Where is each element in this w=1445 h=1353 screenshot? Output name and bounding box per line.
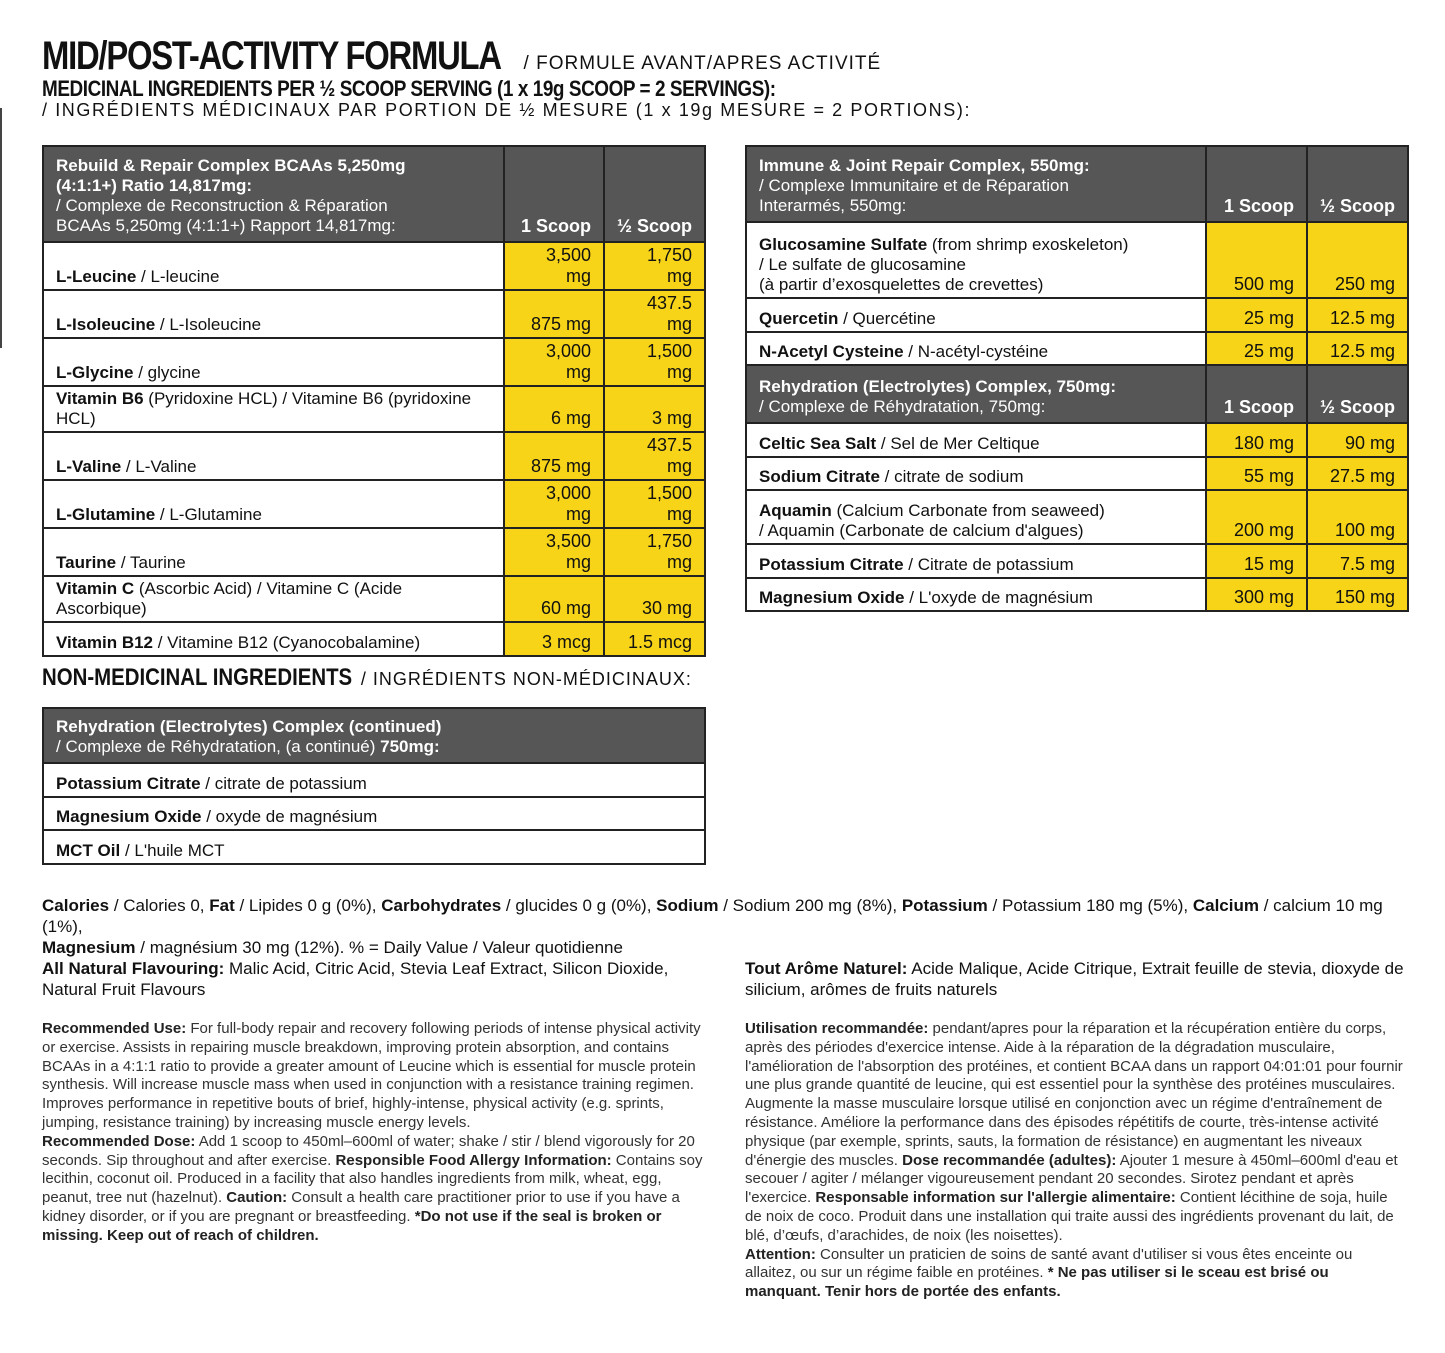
col-half-scoop: ½ Scoop <box>604 146 705 242</box>
ingredient-en: L-Glycine <box>56 363 134 382</box>
left-edge-bar <box>0 108 2 348</box>
ingredient-en: Quercetin <box>759 308 839 328</box>
nonmedicinal-title: NON-MEDICINAL INGREDIENTS <box>42 664 353 691</box>
header-bold: Rehydration (Electrolytes) Complex, 750mg: <box>759 377 1117 396</box>
table-row <box>43 830 705 864</box>
ingredient-en: L-Leucine <box>56 267 137 286</box>
header-bold: 750mg: <box>380 737 440 756</box>
value-1-scoop: 3,500 mg <box>504 528 604 576</box>
ingredient-en: Vitamin C <box>56 579 135 598</box>
table-row <box>746 423 1408 457</box>
nonmedicinal-heading <box>42 664 692 692</box>
value-1-scoop: 3 mcg <box>504 622 604 656</box>
ingredient-en: L-Glutamine <box>56 505 156 524</box>
value-half-scoop: 150 mg <box>1307 578 1408 612</box>
ingredient-en: Aquamin <box>759 501 832 520</box>
ingredient-name <box>43 432 504 480</box>
value-1-scoop: 180 mg <box>1206 423 1307 457</box>
ingredient-en: Celtic Sea Salt <box>759 433 877 453</box>
table-header-cell <box>43 708 705 763</box>
usage-text: For full-body repair and recovery following periods of intense physical activity or exercise. Assists in repairing muscle breakdown, improving protein absorption, and contains BCAAs in a 4:1:1 ratio to provide a greater amount of Leucine which is essential for muscle protein synthesis. Will increase muscle mass when used in conjunction with a resistance training regimen. Improves performance in repetitive bouts of brief, highly-intense, physical activity (e.g. sprints, jumping, resistance training) by increasing muscle energy levels. <box>42 1020 701 1131</box>
ingredient-fr: / glycine <box>133 363 201 382</box>
value-1-scoop: 55 mg <box>1206 457 1307 491</box>
value-1-scoop: 25 mg <box>1206 332 1307 366</box>
value-1-scoop: 875 mg <box>504 432 604 480</box>
ingredient-en: Vitamin B12 <box>56 632 154 652</box>
ingredient-name <box>43 830 705 864</box>
ingredient-en: Vitamin B6 <box>56 389 144 408</box>
nutrient-value: / calcium 10 mg (1%), <box>42 896 1383 936</box>
value-half-scoop: 1,750 mg <box>604 242 705 290</box>
flavouring-text: Malic Acid, Citric Acid, Stevia Leaf Extract, Silicon Dioxide, Natural Fruit Flavours <box>42 959 669 999</box>
ingredient-fr: / N-acétyl-cystéine <box>903 342 1049 361</box>
col-1-scoop: 1 Scoop <box>1206 146 1307 222</box>
ingredient-fr: / L-Glutamine <box>155 505 262 524</box>
nutrient-value: / Sodium 200 mg (8%), <box>718 896 902 915</box>
usage-text: Contains soy lecithin, coconut oil. Produced in a facility that also handles ingredients from milk, wheat, egg, peanut, tree nut (hazelnut). <box>42 1151 703 1207</box>
ingredient-name <box>746 298 1206 332</box>
table-row <box>43 338 705 386</box>
table-row <box>43 797 705 831</box>
ingredient-en: L-Valine <box>56 457 122 476</box>
table-header-row <box>43 708 705 763</box>
nonmedicinal-table <box>42 707 706 865</box>
header-fr: / Complexe de Reconstruction & Réparation <box>56 196 388 215</box>
table-row <box>746 457 1408 491</box>
value-half-scoop: 12.5 mg <box>1307 332 1408 366</box>
ingredient-en: Taurine <box>56 553 117 572</box>
ingredient-fr: / Sel de Mer Celtique <box>876 433 1040 453</box>
flavouring-label: Tout Arôme Naturel: <box>745 959 908 978</box>
table-row <box>43 290 705 338</box>
usage-label: Caution: <box>226 1189 288 1207</box>
value-1-scoop: 25 mg <box>1206 298 1307 332</box>
value-half-scoop: 27.5 mg <box>1307 457 1408 491</box>
ingredient-desc: (from shrimp exoskeleton) <box>927 235 1129 254</box>
usage-label: Responsible Food Allergy Information: <box>335 1151 612 1169</box>
ingredient-fr: / Le sulfate de glucosamine <box>759 255 966 274</box>
ingredient-en: Magnesium Oxide <box>56 807 202 826</box>
usage-label: Recommended Dose: <box>42 1132 196 1150</box>
usage-en <box>42 1020 712 1246</box>
table-row <box>43 242 705 290</box>
table-subheader-row <box>746 365 1408 423</box>
nonmedicinal-title-fr: / INGRÉDIENTS NON-MÉDICINAUX: <box>354 669 692 689</box>
usage-label: Utilisation recommandée: <box>745 1020 929 1037</box>
usage-warning: *Do not use if the seal is broken or missing. Keep out of reach of children. <box>42 1207 662 1244</box>
ingredient-name <box>43 763 705 797</box>
nutrient-label: Carbohydrates <box>381 896 502 915</box>
ingredient-en: Potassium Citrate <box>56 773 201 793</box>
ingredient-fr: / L'oxyde de magnésium <box>904 588 1093 607</box>
nutrient-value: / glucides 0 g (0%), <box>501 896 657 915</box>
header-fr: BCAAs 5,250mg (4:1:1+) Rapport 14,817mg: <box>56 216 396 235</box>
value-half-scoop: 7.5 mg <box>1307 544 1408 578</box>
ingredient-name <box>746 332 1206 366</box>
value-1-scoop: 6 mg <box>504 386 604 432</box>
table-header-cell <box>746 365 1206 423</box>
ingredient-fr: / citrate de potassium <box>200 773 367 793</box>
ingredient-name <box>746 544 1206 578</box>
value-1-scoop: 3,500 mg <box>504 242 604 290</box>
table-header-cell <box>43 146 504 242</box>
ingredient-name <box>746 222 1206 298</box>
table-row <box>746 222 1408 298</box>
ingredient-fr: / Citrate de potassium <box>903 554 1074 574</box>
ingredient-name <box>43 528 504 576</box>
immune-rehydration-table <box>745 145 1409 612</box>
header-fr: / Complexe de Réhydratation, 750mg: <box>759 397 1046 416</box>
table-row <box>746 298 1408 332</box>
nutrient-value: / magnésium 30 mg (12%). % = Daily Value / Valeur quotidienne <box>135 938 623 957</box>
value-1-scoop: 3,000 mg <box>504 480 604 528</box>
usage-text: Contient lécithine de soja, huile de noix de coco. Produit dans une installation qui traite aussi des ingrédients provenant du lait, de blé, d’œufs, d’arachides, de noix (les noisettes). <box>745 1189 1394 1244</box>
nutrition-info <box>42 895 1422 958</box>
table-row <box>43 622 705 656</box>
ingredient-desc: (Calcium Carbonate from seaweed) <box>831 501 1105 520</box>
header-fr: Interarmés, 550mg: <box>759 196 907 215</box>
ingredient-name <box>43 242 504 290</box>
table-header-row <box>746 146 1408 222</box>
usage-warning: * Ne pas utiliser si le sceau est brisé ou manquant. Tenir hors de portée des enfants. <box>745 1264 1329 1301</box>
value-half-scoop: 30 mg <box>604 576 705 622</box>
usage-text: Consulter un praticien de soins de santé avant d'utiliser si vous êtes enceinte ou allaitez, ou sur un régime faible en protéines. <box>745 1245 1353 1282</box>
flavouring-fr <box>745 958 1405 1000</box>
nutrient-label: Sodium <box>656 896 719 915</box>
usage-text: pendant/apres pour la réparation et la récupération entière du corps, après des périodes d'exercice intense. Aide à la réparation de la dégradation musculaire, l'amélioration de l'absorption des protéines, et contient BCAA dans un rapport 04:01:01 pour fournir une plus grande quantité de leucine, qui est essentiel pour la synthèse des protéines musculaires. Augmente la masse musculaire lorsque utilisé en conjonction avec un régime d'entraînement de résistance. Améliore la performance dans des épisodes répétitifs de courte, très-intense activité physique (par exemple, sprints, sauts, la formation de résistance) en augmentant les niveaux d'énergie des muscles. <box>745 1020 1403 1169</box>
flavouring-text: Acide Malique, Acide Citrique, Extrait feuille de stevia, dioxyde de silicium, arômes de fruits naturels <box>745 959 1404 999</box>
usage-label: Recommended Use: <box>42 1020 187 1037</box>
ingredient-name <box>43 290 504 338</box>
value-1-scoop: 15 mg <box>1206 544 1307 578</box>
medicinal-heading-fr: / INGRÉDIENTS MÉDICINAUX PAR PORTION DE ½ MESURE (1 x 19g MESURE = 2 PORTIONS): <box>42 100 972 120</box>
col-half-scoop: ½ Scoop <box>1307 146 1408 222</box>
ingredient-name <box>43 338 504 386</box>
usage-text: Add 1 scoop to 450ml–600ml of water; shake / stir / blend vigorously for 20 seconds. Sip throughout and after exercise. <box>42 1132 695 1169</box>
ingredient-name <box>43 576 504 622</box>
value-half-scoop: 1,500 mg <box>604 480 705 528</box>
ingredient-fr: / citrate de sodium <box>879 467 1024 486</box>
flavouring-en <box>42 958 722 1000</box>
ingredient-en: N-Acetyl Cysteine <box>759 342 904 361</box>
ingredient-fr: / Vitamine B12 (Cyanocobalamine) <box>153 632 421 652</box>
ingredient-fr: / Aquamin (Carbonate de calcium d'algues) <box>759 521 1084 540</box>
usage-label: Dose recommandée (adultes): <box>902 1151 1117 1169</box>
title-en: MID/POST-ACTIVITY FORMULA <box>42 34 501 78</box>
table-header-row <box>43 146 705 242</box>
ingredient-fr: / L-Isoleucine <box>155 315 262 334</box>
header-fr: / Complexe Immunitaire et de Réparation <box>759 176 1069 195</box>
value-half-scoop: 3 mg <box>604 386 705 432</box>
value-1-scoop: 300 mg <box>1206 578 1307 612</box>
ingredient-fr: / L'huile MCT <box>120 840 225 860</box>
table-row <box>746 544 1408 578</box>
table-row <box>43 763 705 797</box>
ingredient-en: MCT Oil <box>56 840 121 860</box>
nutrient-label: Calories <box>42 896 110 915</box>
ingredient-fr: (Ascorbic Acid) / Vitamine C (Acide Ascorbique) <box>56 579 403 618</box>
page-title <box>42 34 881 79</box>
ingredient-name <box>43 622 504 656</box>
col-1-scoop: 1 Scoop <box>504 146 604 242</box>
ingredient-en: Glucosamine Sulfate <box>759 235 928 254</box>
col-half-scoop: ½ Scoop <box>1307 365 1408 423</box>
ingredient-fr: / oxyde de magnésium <box>201 807 378 826</box>
value-half-scoop: 437.5 mg <box>604 432 705 480</box>
value-1-scoop: 3,000 mg <box>504 338 604 386</box>
value-half-scoop: 437.5 mg <box>604 290 705 338</box>
ingredient-name <box>43 386 504 432</box>
nutrient-label: Calcium <box>1192 896 1259 915</box>
value-1-scoop: 875 mg <box>504 290 604 338</box>
ingredient-fr: (à partir d’exosquelettes de crevettes) <box>759 275 1044 294</box>
value-half-scoop: 100 mg <box>1307 490 1408 544</box>
table-row <box>746 490 1408 544</box>
header-bold: Rebuild & Repair Complex BCAAs 5,250mg <box>56 156 406 175</box>
value-half-scoop: 1.5 mcg <box>604 622 705 656</box>
table-row <box>43 480 705 528</box>
ingredient-fr: / Quercétine <box>838 308 936 328</box>
ingredient-fr: / L-leucine <box>136 267 220 286</box>
ingredient-name <box>43 480 504 528</box>
value-1-scoop: 500 mg <box>1206 222 1307 298</box>
ingredient-name <box>746 423 1206 457</box>
title-fr: / FORMULE AVANT/APRES ACTIVITÉ <box>523 53 882 74</box>
ingredient-en: Potassium Citrate <box>759 554 904 574</box>
nutrient-label: Fat <box>209 896 235 915</box>
usage-text: Ajouter 1 mesure à 450ml–600ml d'eau et secouer / agiter / mélanger vigoureusement pendant 20 secondes. Sirotez pendant et après l'exercice. <box>745 1151 1398 1207</box>
col-1-scoop: 1 Scoop <box>1206 365 1307 423</box>
ingredient-fr: (Pyridoxine HCL) / Vitamine B6 (pyridoxine HCL) <box>56 389 472 428</box>
flavouring-label: All Natural Flavouring: <box>42 959 225 978</box>
table-row <box>43 386 705 432</box>
nutrient-value: / Lipides 0 g (0%), <box>234 896 382 915</box>
nutrient-label: Potassium <box>901 896 988 915</box>
value-half-scoop: 1,500 mg <box>604 338 705 386</box>
ingredient-en: L-Isoleucine <box>56 315 156 334</box>
usage-text: Consult a health care practitioner prior to use if you have a kidney disorder, or if you are pregnant or breastfeeding. <box>42 1189 680 1225</box>
table-row <box>43 528 705 576</box>
table-header-cell <box>746 146 1206 222</box>
nutrient-value: / Potassium 180 mg (5%), <box>987 896 1193 915</box>
value-1-scoop: 200 mg <box>1206 490 1307 544</box>
nutrient-label: Magnesium <box>42 938 136 957</box>
bcaa-table <box>42 145 706 657</box>
usage-fr <box>745 1020 1405 1302</box>
value-half-scoop: 90 mg <box>1307 423 1408 457</box>
header-bold: (4:1:1+) Ratio 14,817mg: <box>56 176 253 195</box>
ingredient-name <box>43 797 705 831</box>
ingredient-en: Magnesium Oxide <box>759 588 905 607</box>
ingredient-en: Sodium Citrate <box>759 467 880 486</box>
value-1-scoop: 60 mg <box>504 576 604 622</box>
header-bold: Immune & Joint Repair Complex, 550mg: <box>759 156 1090 175</box>
header-fr: / Complexe de Réhydratation, (a continué) <box>56 737 381 756</box>
ingredient-fr: / L-Valine <box>121 457 197 476</box>
table-row <box>43 576 705 622</box>
ingredient-name <box>746 578 1206 612</box>
table-row <box>746 332 1408 366</box>
value-half-scoop: 1,750 mg <box>604 528 705 576</box>
ingredient-name <box>746 457 1206 491</box>
table-row <box>746 578 1408 612</box>
value-half-scoop: 12.5 mg <box>1307 298 1408 332</box>
nutrient-value: / Calories 0, <box>109 896 210 915</box>
medicinal-heading: MEDICINAL INGREDIENTS PER ½ SCOOP SERVING (1 x 19g SCOOP = 2 SERVINGS): <box>42 76 776 101</box>
usage-label: Responsable information sur l'allergie alimentaire: <box>815 1189 1176 1207</box>
header-bold: Rehydration (Electrolytes) Complex (continued) <box>56 717 442 736</box>
table-row <box>43 432 705 480</box>
value-half-scoop: 250 mg <box>1307 222 1408 298</box>
ingredient-fr: / Taurine <box>116 553 186 572</box>
usage-label: Attention: <box>745 1245 816 1263</box>
ingredient-name <box>746 490 1206 544</box>
